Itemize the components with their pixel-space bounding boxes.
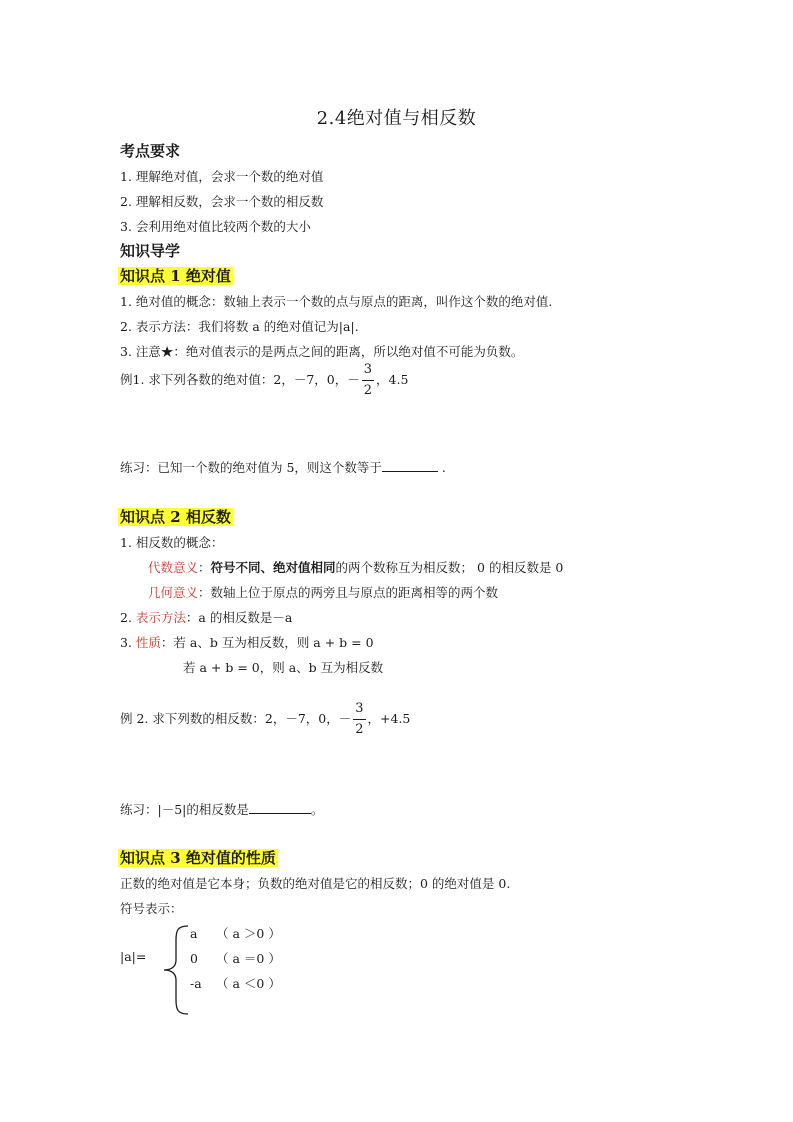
case-condition: （ a ＞0 ）	[216, 926, 281, 941]
fraction-three-halves	[353, 702, 365, 737]
page-title: 2.4绝对值与相反数	[316, 108, 477, 129]
case-value: 0	[190, 951, 198, 966]
kp1-heading-text: 知识点 1 绝对值	[120, 267, 231, 285]
requirement-item: 2. 理解相反数，会求一个数的相反数	[120, 194, 324, 209]
geometry-label: 几何意义	[148, 585, 199, 600]
fraction-denominator: 2	[355, 722, 364, 737]
fraction-numerator: 3	[363, 362, 373, 377]
case-row	[190, 974, 281, 992]
left-brace-icon	[158, 922, 194, 1018]
practice1-text: 练习：已知一个数的绝对值为 5，则这个数等于	[120, 460, 382, 475]
prop-label: 性质	[135, 635, 161, 650]
kp1-line: 2. 表示方法：我们将数 a 的绝对值记为|a|.	[120, 319, 359, 334]
kp3-heading	[118, 847, 278, 868]
kp2-example	[120, 702, 410, 737]
method-rest: ：a 的相反数是－a	[185, 610, 293, 625]
prop-prefix: 3.	[120, 635, 136, 650]
kp1-heading	[118, 265, 233, 286]
case-row	[190, 924, 281, 942]
example1-suffix: ，4.5	[376, 372, 409, 387]
fraction-bar	[353, 719, 365, 720]
requirement-item: 3. 会利用绝对值比较两个数的大小	[120, 219, 311, 234]
algebra-label: 代数意义	[148, 560, 199, 575]
kp2-heading	[118, 506, 233, 527]
prop-rest1: ：若 a、b 互为相反数，则 a + b = 0	[160, 635, 374, 650]
practice2-text: 练习：|－5|的相反数是	[120, 802, 249, 817]
kp2-algebra	[148, 558, 563, 576]
kp1-practice	[120, 458, 446, 476]
kp2-practice	[120, 800, 323, 818]
requirement-item: 1. 理解绝对值，会求一个数的绝对值	[120, 169, 324, 184]
fraction-denominator: 2	[363, 383, 373, 398]
geometry-rest: ：数轴上位于原点的两旁且与原点的距离相等的两个数	[198, 585, 499, 600]
kp1-line: 1. 绝对值的概念：数轴上表示一个数的点与原点的距离，叫作这个数的绝对值.	[120, 294, 553, 309]
example1-text: 例1. 求下列各数的绝对值：2，－7，0，－	[120, 372, 360, 387]
example2-suffix: ，+4.5	[367, 711, 411, 726]
case-value: -a	[190, 976, 202, 991]
kp3-line: 符号表示：	[120, 901, 183, 916]
method-label: 表示方法	[135, 610, 186, 625]
fraction-numerator: 3	[355, 701, 364, 716]
fraction-three-halves	[362, 363, 374, 398]
case-row	[190, 949, 281, 967]
kp2-property-2: 若 a + b = 0，则 a、b 互为相反数	[183, 660, 384, 675]
piecewise-lhs: |a|=	[120, 949, 147, 964]
guide-heading: 知识导学	[120, 242, 181, 260]
kp1-line: 3. 注意★：绝对值表示的是两点之间的距离，所以绝对值不可能为负数。	[120, 344, 524, 359]
case-value: a	[190, 926, 198, 941]
kp3-line: 正数的绝对值是它本身；负数的绝对值是它的相反数；0 的绝对值是 0.	[120, 876, 511, 891]
requirements-heading: 考点要求	[120, 142, 181, 160]
answer-blank[interactable]	[382, 459, 438, 472]
kp1-example	[120, 363, 408, 398]
fraction-bar	[362, 380, 374, 381]
case-condition: （ a ＜0 ）	[216, 976, 281, 991]
example2-text: 例 2. 求下列数的相反数：2，－7，0，－	[120, 711, 352, 726]
kp2-heading-text: 知识点 2 相反数	[120, 508, 231, 526]
algebra-bold: 符号不同、绝对值相同	[210, 560, 336, 575]
practice2-suffix: 。	[310, 802, 324, 817]
answer-blank[interactable]	[249, 801, 311, 814]
kp2-concept: 1. 相反数的概念：	[120, 535, 224, 550]
kp3-heading-text: 知识点 3 绝对值的性质	[120, 849, 276, 867]
algebra-rest: 的两个数称互为相反数； 0 的相反数是 0	[335, 560, 564, 575]
method-prefix: 2.	[120, 610, 136, 625]
algebra-colon: ：	[198, 560, 211, 575]
kp2-geometry	[148, 583, 498, 601]
kp2-method	[120, 608, 292, 626]
case-condition: （ a ＝0 ）	[216, 951, 281, 966]
kp2-property	[120, 633, 374, 651]
practice1-suffix: .	[437, 460, 446, 475]
